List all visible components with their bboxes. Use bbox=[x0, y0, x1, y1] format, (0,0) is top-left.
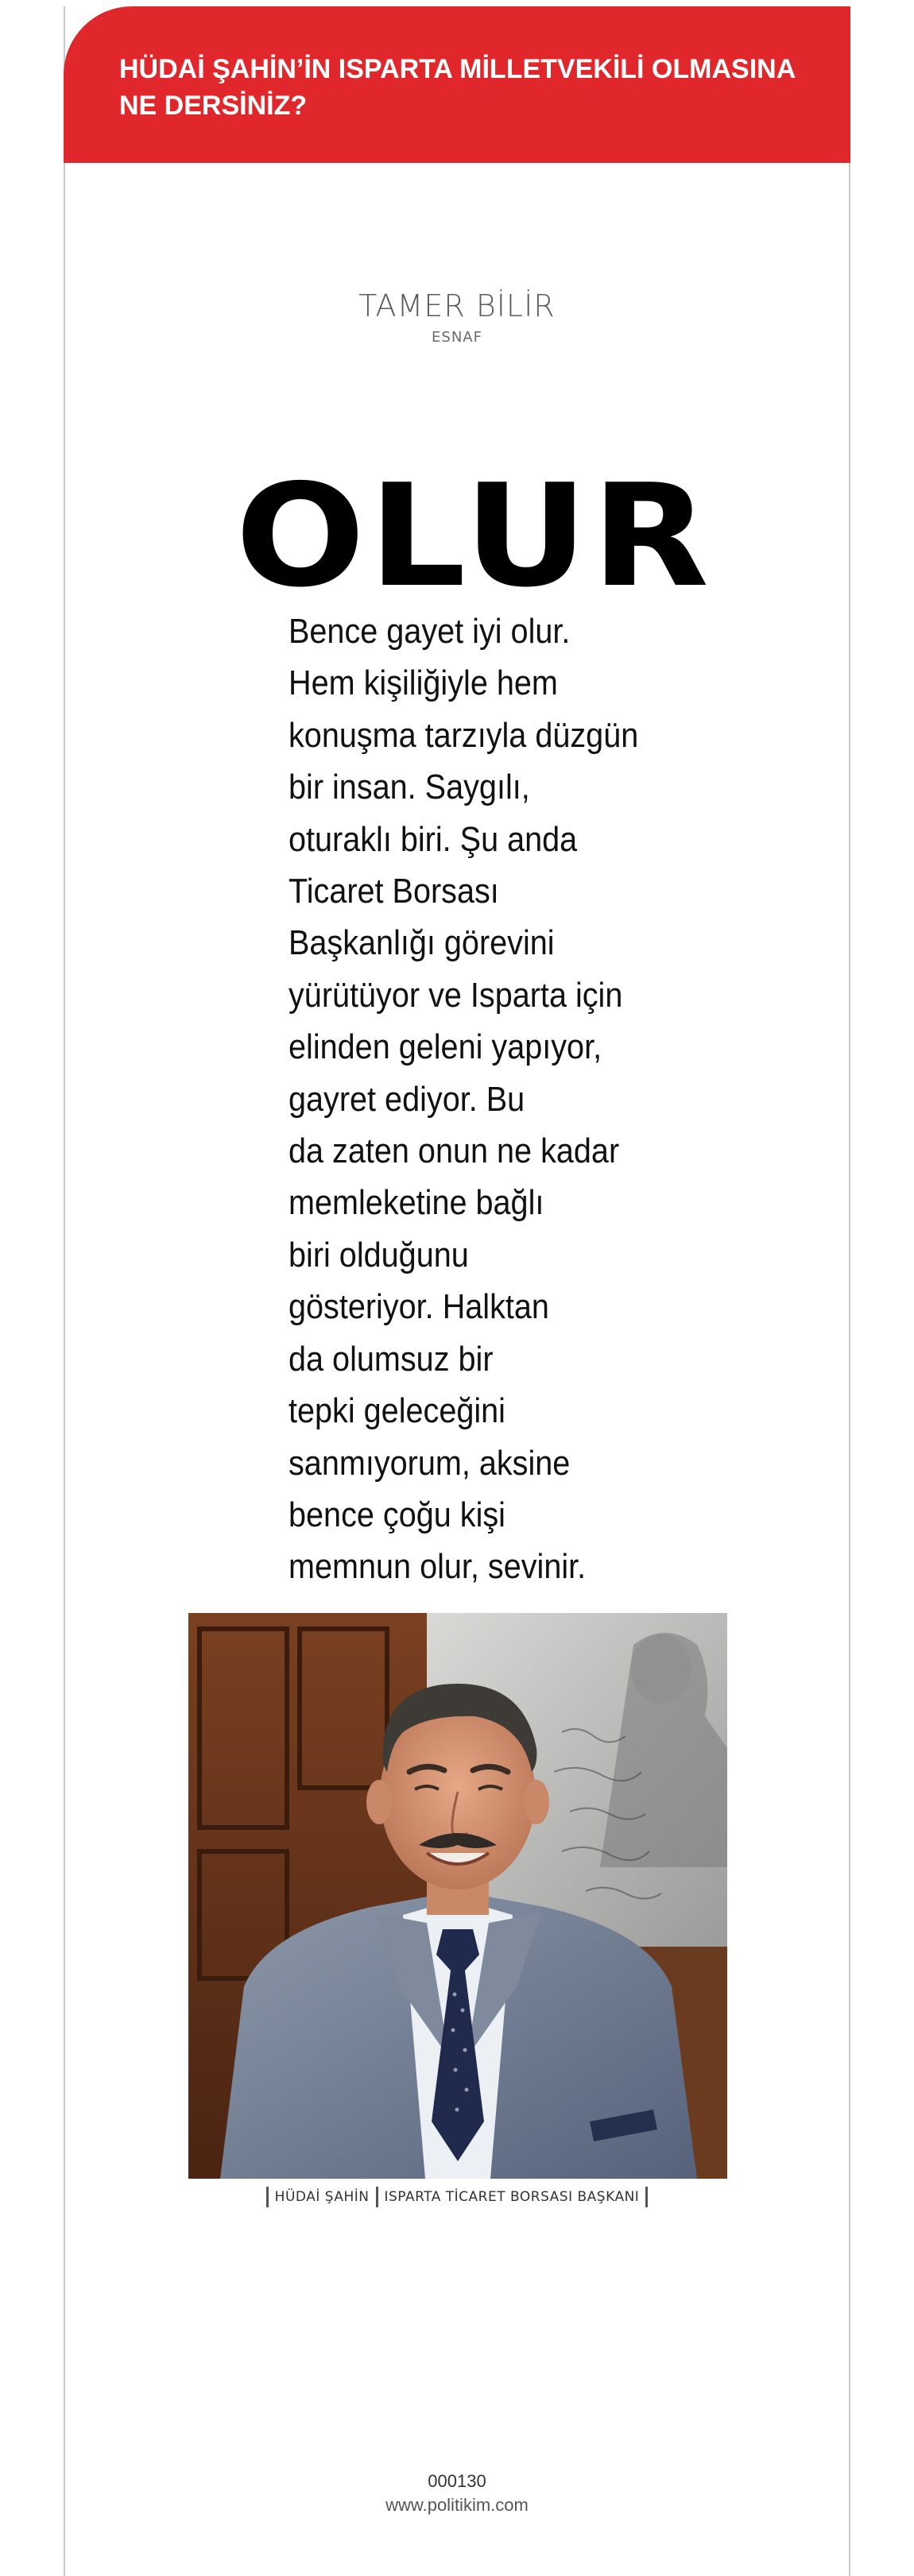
answer-line: bence çoğu kişi bbox=[289, 1495, 505, 1534]
answer-line: tepki geleceğini bbox=[289, 1391, 505, 1431]
answer-line: oturaklı biri. Şu anda bbox=[289, 819, 578, 859]
answer-line: gayret ediyor. Bu bbox=[289, 1079, 525, 1119]
answer-line: bir insan. Saygılı, bbox=[289, 768, 530, 807]
answer-line: sanmıyorum, aksine bbox=[289, 1443, 571, 1483]
answer-line: gösteriyor. Halktan bbox=[289, 1287, 549, 1327]
answer-line: da olumsuz bir bbox=[289, 1339, 494, 1379]
answer-line: yürütüyor ve Isparta için bbox=[289, 975, 623, 1015]
answer-line: Bence gayet iyi olur. bbox=[289, 612, 571, 651]
page-number: 000130 bbox=[428, 2471, 486, 2491]
caption-name: HÜDAİ ŞAHİN bbox=[274, 2189, 370, 2205]
caption-divider bbox=[645, 2187, 648, 2207]
author-name: TAMER BİLİR bbox=[358, 288, 556, 323]
answer-line: memleketine bağlı bbox=[289, 1183, 544, 1223]
website-url: www.politikim.com bbox=[385, 2495, 529, 2515]
caption-divider bbox=[266, 2187, 269, 2207]
photo-caption bbox=[64, 2187, 850, 2207]
portrait-photo bbox=[188, 1613, 727, 2179]
page-footer bbox=[64, 2470, 850, 2517]
answer-line: Hem kişiliğiyle hem bbox=[289, 663, 558, 703]
answer-line: elinden geleni yapıyor, bbox=[289, 1027, 602, 1067]
answer-line: biri olduğunu bbox=[289, 1235, 469, 1274]
author-role: ESNAF bbox=[432, 329, 482, 346]
portrait-illustration bbox=[188, 1613, 727, 2179]
caption-divider bbox=[376, 2187, 378, 2207]
answer-line: konuşma tarzıyla düzgün bbox=[289, 715, 639, 755]
answer-line: Ticaret Borsası bbox=[289, 872, 499, 911]
answer-line: da zaten onun ne kadar bbox=[289, 1131, 620, 1171]
answer-verdict: OLUR bbox=[235, 454, 713, 618]
answer-line: memnun olur, sevinir. bbox=[289, 1547, 587, 1587]
caption-title: ISPARTA TİCARET BORSASI BAŞKANI bbox=[384, 2189, 640, 2205]
question-title: HÜDAİ ŞAHİN’İN ISPARTA MİLLETVEKİLİ OLMASINA NE DERSİNİZ? bbox=[119, 54, 795, 121]
author-block bbox=[64, 288, 850, 346]
question-header bbox=[64, 6, 850, 163]
answer-line: Başkanlığı görevini bbox=[289, 923, 555, 963]
answer-text bbox=[289, 605, 660, 1593]
